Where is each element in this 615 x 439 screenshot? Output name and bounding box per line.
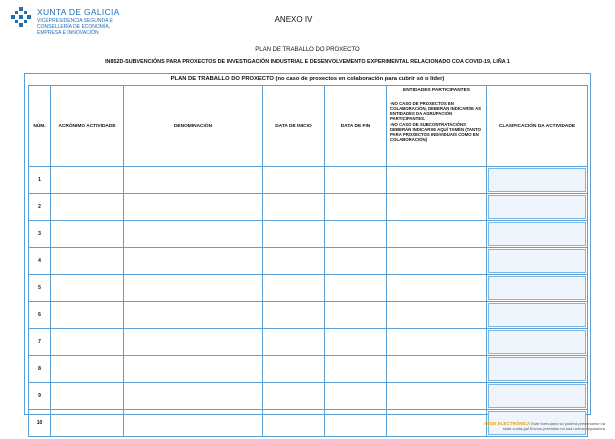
header-entities-note: -NO CASO DE SUBCONTRATACIÓNS DEBERÁN INDICARSE AQUÍ TAMÉN (TANTO PARA PROXECTOS INDIVIDUAIS COMO EN COLABORACIÓN) xyxy=(390,122,482,142)
end-date-cell[interactable] xyxy=(325,410,387,437)
denomination-cell[interactable] xyxy=(124,248,263,275)
table-row xyxy=(29,248,588,275)
end-date-cell[interactable] xyxy=(325,194,387,221)
acronym-cell[interactable] xyxy=(51,329,124,356)
end-date-cell[interactable] xyxy=(325,302,387,329)
end-date-cell[interactable] xyxy=(325,248,387,275)
entities-cell[interactable] xyxy=(387,410,487,437)
entities-cell[interactable] xyxy=(387,356,487,383)
header-entities-note: -NO CASO DE PROXECTOS EN COLABORACIÓN, DEBERÁN INDICARSE AS ENTIDADES DA AGRUPACIÓN PARTICIPANTES. xyxy=(390,101,482,121)
acronym-cell[interactable] xyxy=(51,194,124,221)
acronym-cell[interactable] xyxy=(51,356,124,383)
classification-cell xyxy=(487,275,588,302)
table-row xyxy=(29,167,588,194)
entities-cell[interactable] xyxy=(387,329,487,356)
row-number: 9 xyxy=(29,383,51,410)
table-row xyxy=(29,329,588,356)
row-number: 1 xyxy=(29,167,51,194)
row-number: 7 xyxy=(29,329,51,356)
end-date-cell[interactable] xyxy=(325,356,387,383)
classification-field[interactable] xyxy=(488,303,586,327)
entities-cell[interactable] xyxy=(387,221,487,248)
classification-cell xyxy=(487,302,588,329)
end-date-cell[interactable] xyxy=(325,329,387,356)
entities-cell[interactable] xyxy=(387,167,487,194)
denomination-cell[interactable] xyxy=(124,194,263,221)
classification-cell xyxy=(487,383,588,410)
denomination-cell[interactable] xyxy=(124,383,263,410)
classification-cell xyxy=(487,248,588,275)
table-row xyxy=(29,302,588,329)
logo-department: VICEPRESIDENCIA SEGUNDA E CONSELLERÍA DE ECONOMÍA, EMPRESA E INNOVACIÓN xyxy=(37,18,113,36)
table-row xyxy=(29,194,588,221)
denomination-cell[interactable] xyxy=(124,167,263,194)
work-plan-table xyxy=(28,85,588,437)
row-number: 6 xyxy=(29,302,51,329)
footer-line: Este formulario só poderá presentarse na xyxy=(531,421,605,426)
table-row xyxy=(29,275,588,302)
table-caption: PLAN DE TRABALLO DO PROXECTO (no caso de proxectos en colaboración para cubrir só o líder) xyxy=(170,76,445,82)
denomination-cell[interactable] xyxy=(124,410,263,437)
classification-field[interactable] xyxy=(488,168,586,192)
row-number: 2 xyxy=(29,194,51,221)
classification-field[interactable] xyxy=(488,357,586,381)
classification-cell xyxy=(487,221,588,248)
start-date-cell[interactable] xyxy=(263,248,325,275)
row-number: 10 xyxy=(29,410,51,437)
acronym-cell[interactable] xyxy=(51,275,124,302)
table-header-row xyxy=(29,86,588,167)
sede-label: SEDE ELECTRÓNICA xyxy=(484,421,531,426)
classification-cell xyxy=(487,167,588,194)
start-date-cell[interactable] xyxy=(263,194,325,221)
footer-line: sede.xunta.gal Envíos previstos na súa norma reguladora xyxy=(502,426,605,431)
acronym-cell[interactable] xyxy=(51,410,124,437)
header-denomination: DENOMINACIÓN xyxy=(124,86,263,167)
entities-cell[interactable] xyxy=(387,275,487,302)
start-date-cell[interactable] xyxy=(263,329,325,356)
classification-field[interactable] xyxy=(488,195,586,219)
footer-note xyxy=(484,421,605,431)
start-date-cell[interactable] xyxy=(263,221,325,248)
row-number: 5 xyxy=(29,275,51,302)
header-start-date: DATA DE INICIO xyxy=(263,86,325,167)
table-row xyxy=(29,356,588,383)
header-entities xyxy=(387,86,487,167)
end-date-cell[interactable] xyxy=(325,167,387,194)
annex-label: ANEXO IV xyxy=(274,15,313,24)
denomination-cell[interactable] xyxy=(124,221,263,248)
header-acronym: ACRÓNIMO ACTIVIDADE xyxy=(51,86,124,167)
classification-field[interactable] xyxy=(488,249,586,273)
row-number: 3 xyxy=(29,221,51,248)
row-number: 4 xyxy=(29,248,51,275)
denomination-cell[interactable] xyxy=(124,329,263,356)
acronym-cell[interactable] xyxy=(51,167,124,194)
end-date-cell[interactable] xyxy=(325,275,387,302)
start-date-cell[interactable] xyxy=(263,356,325,383)
entities-cell[interactable] xyxy=(387,302,487,329)
acronym-cell[interactable] xyxy=(51,221,124,248)
start-date-cell[interactable] xyxy=(263,383,325,410)
classification-field[interactable] xyxy=(488,276,586,300)
table-row xyxy=(29,221,588,248)
entities-cell[interactable] xyxy=(387,383,487,410)
classification-field[interactable] xyxy=(488,384,586,408)
start-date-cell[interactable] xyxy=(263,167,325,194)
acronym-cell[interactable] xyxy=(51,248,124,275)
logo-brand: XUNTA DE GALICIA xyxy=(37,7,120,17)
end-date-cell[interactable] xyxy=(325,383,387,410)
header-entities-title: ENTIDADES PARTICIPANTES xyxy=(403,88,470,93)
start-date-cell[interactable] xyxy=(263,410,325,437)
start-date-cell[interactable] xyxy=(263,275,325,302)
acronym-cell[interactable] xyxy=(51,383,124,410)
denomination-cell[interactable] xyxy=(124,302,263,329)
denomination-cell[interactable] xyxy=(124,356,263,383)
classification-cell xyxy=(487,329,588,356)
table-row xyxy=(29,383,588,410)
classification-field[interactable] xyxy=(488,330,586,354)
classification-cell xyxy=(487,356,588,383)
entities-cell[interactable] xyxy=(387,194,487,221)
denomination-cell[interactable] xyxy=(124,275,263,302)
document-subtitle: IN852D-SUBVENCIÓNS PARA PROXECTOS DE INVESTIGACIÓN INDUSTRIAL E DESENVOLVEMENTO EXPERIMENTAL RELACIONADO COA COVID-19, LIÑA 1 xyxy=(105,59,510,65)
header-classification: CLASIFICACIÓN DA ACTIVIDADE xyxy=(487,86,588,167)
header-end-date: DATA DE FIN xyxy=(325,86,387,167)
xunta-logo xyxy=(10,6,135,42)
classification-field[interactable] xyxy=(488,222,586,246)
document-title: PLAN DE TRABALLO DO PROXECTO xyxy=(255,47,360,53)
header-num: NÚM. xyxy=(29,86,51,167)
acronym-cell[interactable] xyxy=(51,302,124,329)
start-date-cell[interactable] xyxy=(263,302,325,329)
end-date-cell[interactable] xyxy=(325,221,387,248)
row-number: 8 xyxy=(29,356,51,383)
entities-cell[interactable] xyxy=(387,248,487,275)
classification-cell xyxy=(487,194,588,221)
